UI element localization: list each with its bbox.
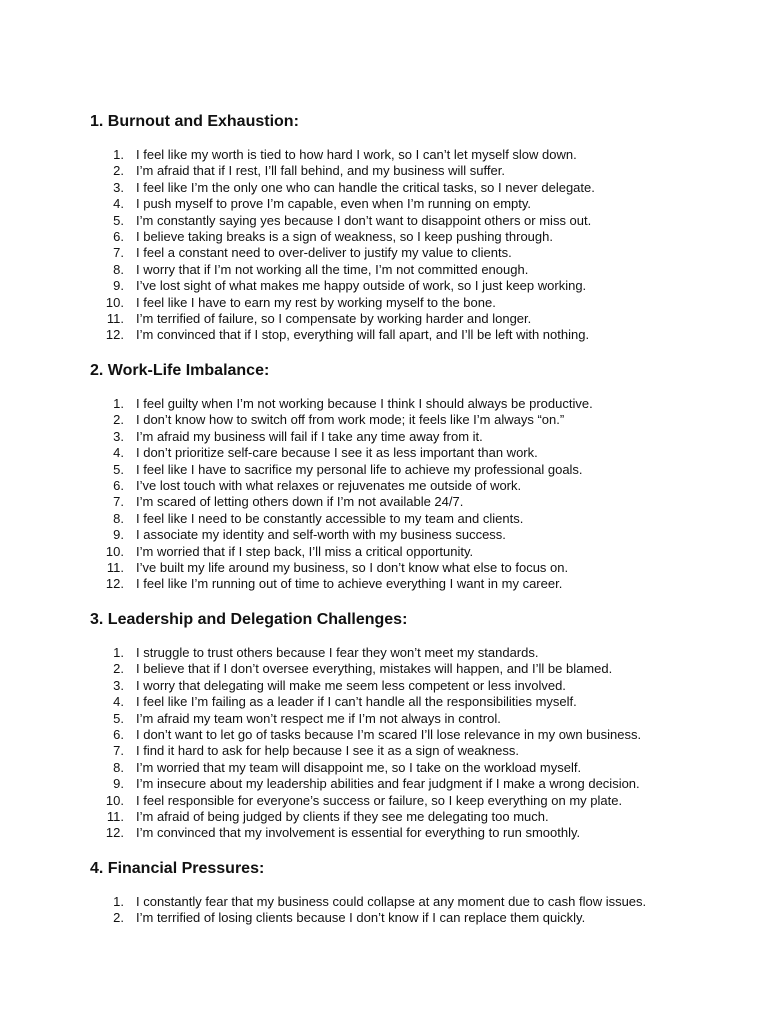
item-text: I worry that delegating will make me seem less competent or less involved.	[136, 677, 566, 693]
item-text: I feel like I’m failing as a leader if I can’t handle all the responsibilities myself.	[136, 694, 577, 710]
item-number: 5.	[113, 212, 124, 228]
item-text: I feel guilty when I’m not working because I think I should always be productive.	[136, 396, 593, 411]
item-number: 6.	[113, 477, 124, 493]
item-number: 1.	[113, 396, 124, 411]
item-number: 1.	[113, 894, 124, 909]
item-number: 6.	[113, 726, 124, 742]
item-text: I’m terrified of losing clients because I don’t know if I can replace them quickly.	[136, 910, 586, 926]
section-heading: 2. Work-Life Imbalance:	[90, 362, 270, 379]
item-text: I feel like I need to be constantly accessible to my team and clients.	[136, 510, 524, 526]
item-text: I’ve built my life around my business, so I don’t know what else to focus on.	[136, 559, 569, 575]
item-text: I struggle to trust others because I fear they won’t meet my standards.	[136, 645, 539, 660]
item-text: I’m afraid of being judged by clients if they see me delegating too much.	[136, 808, 549, 824]
item-number: 12.	[105, 576, 124, 592]
item-text: I believe taking breaks is a sign of weakness, so I keep pushing through.	[136, 228, 553, 244]
item-text: I feel a constant need to over-deliver to justify my value to clients.	[136, 245, 512, 261]
item-number: 4.	[113, 196, 124, 212]
item-number: 9.	[113, 776, 124, 792]
item-text: I’m convinced that my involvement is essential for everything to run smoothly.	[136, 825, 581, 841]
item-number: 2.	[113, 163, 124, 179]
item-number: 5.	[113, 461, 124, 477]
item-text: I’m afraid that if I rest, I’ll fall behind, and my business will suffer.	[136, 163, 505, 179]
item-text: I feel like I have to sacrifice my personal life to achieve my professional goals.	[136, 461, 583, 477]
section-heading: 4. Financial Pressures:	[90, 860, 265, 877]
item-number: 11.	[106, 559, 124, 575]
item-number: 12.	[105, 327, 124, 343]
item-text: I feel responsible for everyone’s success or failure, so I keep everything on my plate.	[136, 792, 623, 808]
item-text: I’m worried that if I step back, I’ll miss a critical opportunity.	[136, 543, 474, 559]
item-number: 5.	[113, 710, 124, 726]
item-number: 7.	[113, 494, 124, 510]
item-text: I’m insecure about my leadership abilities and fear judgment if I make a wrong decision.	[136, 776, 640, 792]
item-number: 10.	[105, 294, 124, 310]
item-text: I believe that if I don’t oversee everything, mistakes will happen, and I’ll be blamed.	[136, 661, 613, 677]
item-text: I feel like I’m running out of time to achieve everything I want in my career.	[136, 576, 563, 592]
item-number: 12.	[105, 825, 124, 841]
item-text: I’m scared of letting others down if I’m not available 24/7.	[136, 494, 464, 510]
item-number: 2.	[113, 412, 124, 428]
item-text: I’m worried that my team will disappoint me, so I take on the workload myself.	[136, 759, 582, 775]
item-number: 6.	[113, 228, 124, 244]
item-text: I’ve lost touch with what relaxes or rejuvenates me outside of work.	[136, 477, 522, 493]
item-text: I feel like my worth is tied to how hard I work, so I can’t let myself slow down.	[136, 147, 577, 162]
item-number: 2.	[113, 661, 124, 677]
item-number: 11.	[106, 808, 124, 824]
item-number: 9.	[113, 527, 124, 543]
item-text: I worry that if I’m not working all the time, I’m not committed enough.	[136, 261, 529, 277]
item-text: I don’t want to let go of tasks because I’m scared I’ll lose relevance in my own business.	[136, 726, 642, 742]
item-number: 7.	[113, 743, 124, 759]
item-number: 8.	[113, 261, 124, 277]
item-number: 1.	[113, 147, 124, 162]
item-text: I’m convinced that if I stop, everything will fall apart, and I’ll be left with nothing.	[136, 327, 590, 343]
item-number: 9.	[113, 278, 124, 294]
item-text: I constantly fear that my business could collapse at any moment due to cash flow issues.	[136, 894, 647, 909]
item-text: I push myself to prove I’m capable, even when I’m running on empty.	[136, 196, 532, 212]
item-number: 3.	[113, 677, 124, 693]
item-number: 10.	[105, 792, 124, 808]
item-number: 4.	[113, 445, 124, 461]
item-text: I don’t know how to switch off from work mode; it feels like I’m always “on.”	[136, 412, 565, 428]
item-text: I associate my identity and self-worth with my business success.	[136, 527, 506, 543]
item-text: I’m constantly saying yes because I don’t want to disappoint others or miss out.	[136, 212, 592, 228]
item-number: 3.	[113, 179, 124, 195]
item-text: I feel like I’m the only one who can handle the critical tasks, so I never delegate.	[136, 179, 595, 195]
item-number: 3.	[113, 428, 124, 444]
section-heading: 3. Leadership and Delegation Challenges:	[90, 611, 408, 628]
item-text: I’ve lost sight of what makes me happy outside of work, so I just keep working.	[136, 278, 587, 294]
item-number: 1.	[113, 645, 124, 660]
item-text: I’m afraid my business will fail if I take any time away from it.	[136, 428, 483, 444]
section-heading: 1. Burnout and Exhaustion:	[90, 113, 299, 130]
item-number: 2.	[113, 910, 124, 926]
item-text: I don’t prioritize self-care because I see it as less important than work.	[136, 445, 538, 461]
item-text: I’m afraid my team won’t respect me if I’m not always in control.	[136, 710, 501, 726]
item-number: 11.	[106, 310, 124, 326]
item-text: I find it hard to ask for help because I see it as a sign of weakness.	[136, 743, 519, 759]
item-number: 4.	[113, 694, 124, 710]
item-number: 8.	[113, 510, 124, 526]
item-number: 7.	[113, 245, 124, 261]
item-text: I feel like I have to earn my rest by working myself to the bone.	[136, 294, 496, 310]
item-text: I’m terrified of failure, so I compensate by working harder and longer.	[136, 310, 532, 326]
item-number: 8.	[113, 759, 124, 775]
item-number: 10.	[105, 543, 124, 559]
